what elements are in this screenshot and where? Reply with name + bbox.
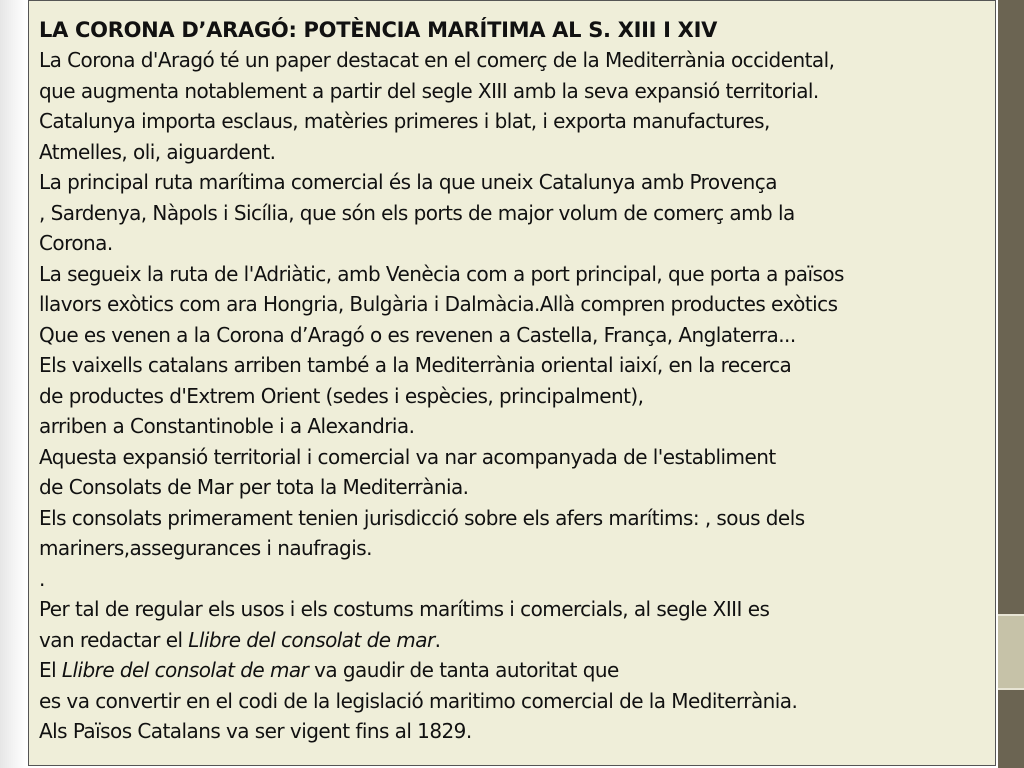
- text-line: .: [39, 566, 45, 591]
- text-segment: van redactar el: [39, 627, 189, 652]
- text-line: Per tal de regular els usos i els costums marítims i comercials, al segle XIII es: [39, 597, 770, 621]
- slide-panel: [28, 0, 996, 766]
- text-line: , Sardenya, Nàpols i Sicília, que són els ports de major volum de comerç amb la: [39, 200, 795, 225]
- text-line: Els vaixells catalans arriben també a la Mediterrània oriental iaixí, en la recerca: [39, 353, 792, 377]
- text-line-consolat-1: [39, 625, 995, 656]
- text-segment: .: [434, 627, 441, 652]
- text-line: de Consolats de Mar per tota la Mediterrània.: [39, 475, 469, 499]
- text-line: Corona.: [39, 231, 113, 255]
- text-line: mariners,assegurances i naufragis.: [39, 536, 372, 560]
- text-line: Els consolats primerament tenien jurisdicció sobre els afers marítims: , sous dels: [39, 505, 805, 530]
- text-line: llavors exòtics com ara Hongria, Bulgària i Dalmàcia.Allà compren productes exòtics: [39, 292, 838, 316]
- slide-content: [39, 15, 995, 747]
- text-line: La segueix la ruta de l'Adriàtic, amb Venècia com a port principal, que porta a països: [39, 261, 844, 286]
- text-line: de productes d'Extrem Orient (sedes i espècies, principalment),: [39, 383, 644, 408]
- text-line: Aquesta expansió territorial i comercial va nar acompanyada de l'establiment: [39, 444, 776, 469]
- text-line: Atmelles, oli, aiguardent.: [39, 139, 276, 164]
- text-line: La Corona d'Aragó té un paper destacat en el comerç de la Mediterrània occidental,: [39, 48, 835, 72]
- book-title-italic: Llibre del consolat de mar: [188, 627, 435, 652]
- decorative-side-block: [998, 614, 1024, 690]
- text-line: Catalunya importa esclaus, matèries primeres i blat, i exporta manufactures,: [39, 109, 770, 133]
- book-title-italic: Llibre del consolat de mar: [61, 658, 309, 682]
- text-line-consolat-2: [39, 655, 995, 686]
- text-line: que augmenta notablement a partir del segle XIII amb la seva expansió territorial.: [39, 78, 819, 103]
- text-line: arriben a Constantinoble i a Alexandria.: [39, 414, 415, 438]
- text-line: Que es venen a la Corona d’Aragó o es revenen a Castella, França, Anglaterra...: [39, 322, 796, 347]
- text-segment: va gaudir de tanta autoritat que: [308, 658, 619, 682]
- slide-title: LA CORONA D’ARAGÓ: POTÈNCIA MARÍTIMA AL S. XIII I XIV: [39, 18, 718, 42]
- text-line: es va convertir en el codi de la legislació maritimo comercial de la Mediterrània.: [39, 688, 798, 713]
- text-line: Als Països Catalans va ser vigent fins al 1829.: [39, 719, 472, 743]
- text-line: La principal ruta marítima comercial és la que uneix Catalunya amb Provença: [39, 170, 777, 194]
- text-segment: El: [39, 658, 62, 682]
